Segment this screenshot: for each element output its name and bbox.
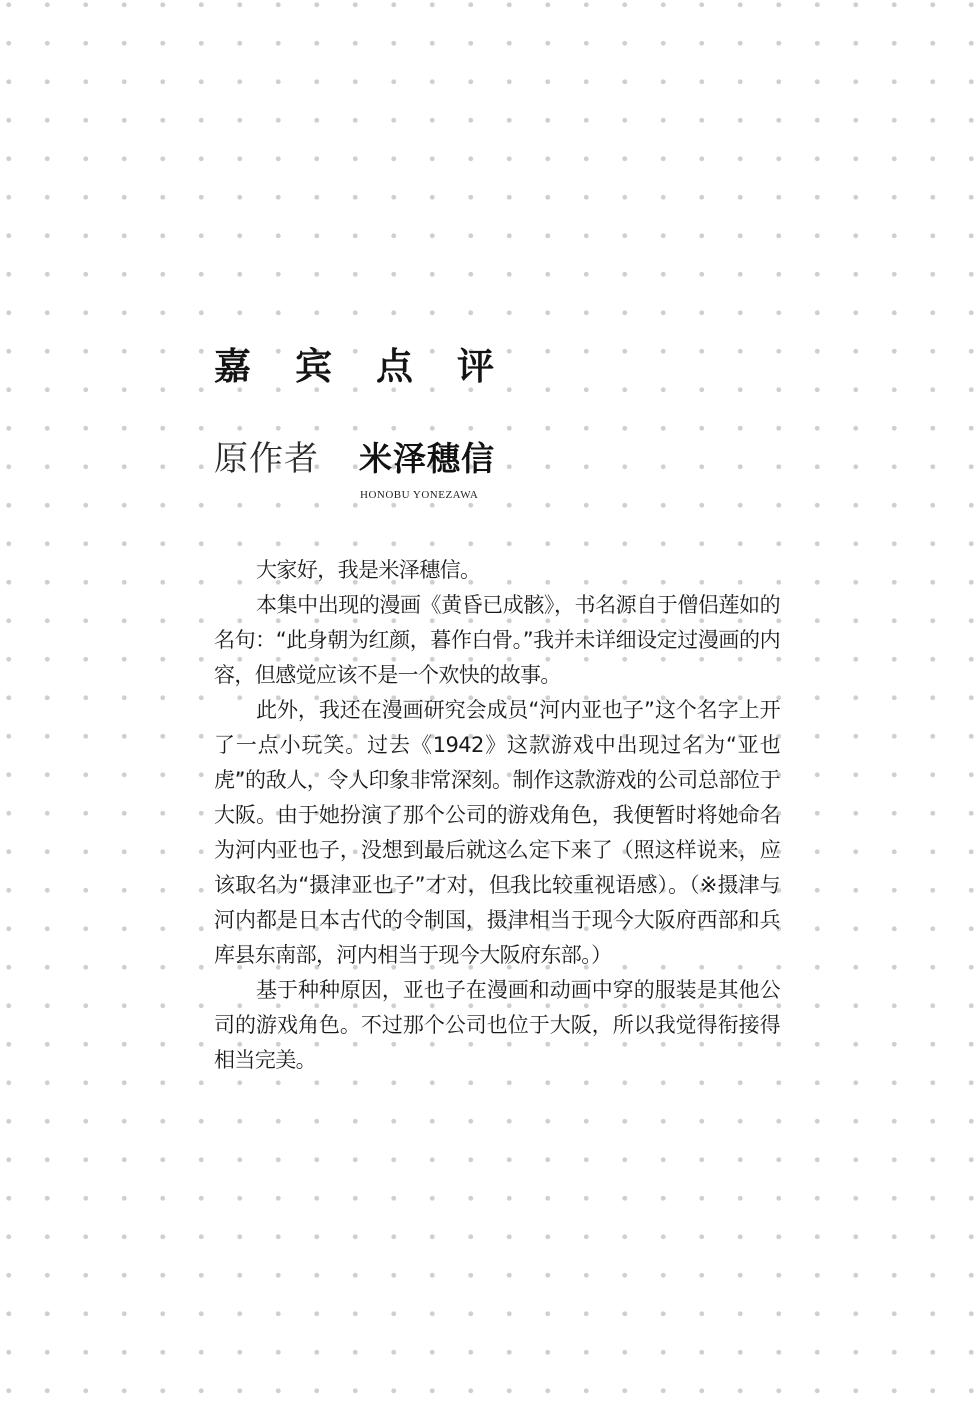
commentary-body bbox=[214, 553, 780, 1078]
author-name: 米泽穗信 bbox=[359, 439, 495, 478]
paragraph-character-name: 此外，我还在漫画研究会成员“河内亚也子”这个名字上开了一点小玩笑。过去《1942》这款游戏中出现过名为“亚也虎”的敌人，令人印象非常深刻。制作这款游戏的公司总部位于大阪。由于她扮演了那个公司的游戏角色，我便暂时将她命名为河内亚也子，没想到最后就这么定下来了（照这样说来，应该取名为“摄津亚也子”才对，但我比较重视语感）。（※摄津与河内都是日本古代的令制国，摄津相当于现今大阪府西部和兵库县东南部，河内相当于现今大阪府东部。） bbox=[214, 698, 780, 967]
paragraph-costume: 基于种种原因，亚也子在漫画和动画中穿的服装是其他公司的游戏角色。不过那个公司也位于大阪，所以我觉得衔接得相当完美。 bbox=[214, 978, 780, 1072]
author-heading bbox=[214, 436, 495, 482]
author-role-label: 原作者 bbox=[214, 439, 319, 479]
author-romanized-name: HONOBU YONEZAWA bbox=[360, 489, 479, 501]
section-title: 嘉宾点评 bbox=[214, 345, 538, 388]
paragraph-greeting: 大家好，我是米泽穗信。 bbox=[256, 558, 481, 582]
paragraph-manga-title: 本集中出现的漫画《黄昏已成骸》，书名源自于僧侣莲如的名句：“此身朝为红颜，暮作白骨。”我并未详细设定过漫画的内容，但感觉应该不是一个欢快的故事。 bbox=[214, 593, 780, 687]
